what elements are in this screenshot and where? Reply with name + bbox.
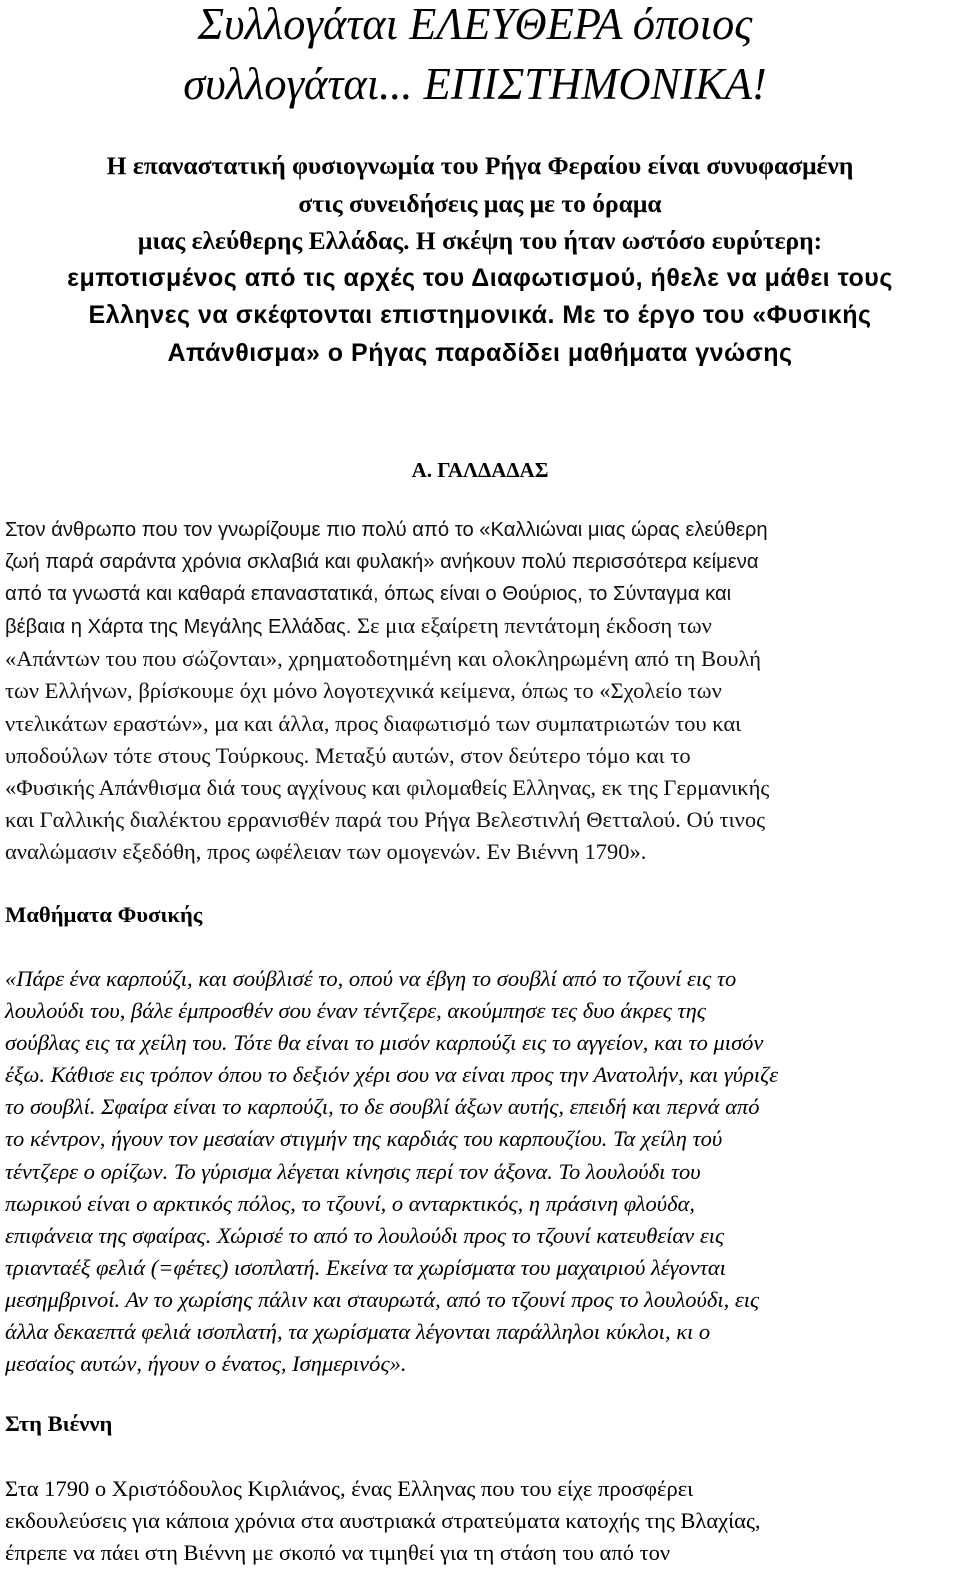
paragraph-line: από τα γνωστά και καθαρά επαναστατικά, όπως είναι ο Θούριος, το Σύνταγμα και <box>5 583 732 606</box>
subtitle-line: Ελληνες να σκέφτονται επιστημονικά. Με το έργο του «Φυσικής <box>88 301 872 329</box>
section-heading-physics: Μαθήματα Φυσικής <box>5 902 203 927</box>
paragraph-segment: Σε μια εξαίρετη πεντάτομη έκδοση των <box>351 613 712 639</box>
paragraph-line: των Ελλήνων, βρίσκουμε όχι μόνο λογοτεχνικά κείμενα, όπως το «Σχολείο των <box>5 678 722 704</box>
paragraph-segment: βέβαια η Χάρτα της Μεγάλης Ελλάδας. <box>5 616 352 639</box>
paragraph-segment: και Γαλλικής διαλέκτου ερρανισθέν παρά του Ρήγα Βελεστινλή Θετταλού. <box>5 806 681 832</box>
article-title-line: Συλλογάται ΕΛΕΥΘΕΡΑ όποιος <box>197 0 753 49</box>
quote-line: τριανταέξ φελιά (=φέτες) ισοπλατή. Εκείνα τα χωρίσματα του μαχαιριού λέγονται <box>5 1254 726 1280</box>
quote-line: έξω. Κάθισε εις τρόπον όπου το δεξιόν χέρι σου να είναι προς την Ανατολήν, και γύριζε <box>5 1062 779 1088</box>
vienna-paragraph <box>5 1473 953 1569</box>
quote-line: το σουβλί. Σφαίρα είναι το καρπούζι, το δε σουβλί άξων αυτής, επειδή και περνά από <box>5 1094 760 1120</box>
quote-line: το κέντρον, ήγουν τον μεσαίαν στιγμήν της καρδιάς του καρπουζίου. Τα χείλη τού <box>5 1126 723 1152</box>
subtitle-line: μιας ελεύθερης Ελλάδας. Η σκέψη του ήταν ωστόσο ευρύτερη: <box>137 226 823 255</box>
paragraph-line <box>5 804 950 836</box>
paragraph-segment: Μεταξύ αυτών, στον δεύτερο τόμο και το <box>309 742 691 768</box>
quote-line: σούβλας εις τα χείλη του. Τότε θα είναι το μισόν καρπούζι εις το αγγείον, και το μισόν <box>5 1030 764 1056</box>
subtitle-line: Η επαναστατική φυσιογνωμία του Ρήγα Φεραίου είναι συνυφασμένη <box>106 151 854 180</box>
subtitle-line: στις συνειδήσεις μας με το όραμα <box>298 188 662 218</box>
article-title-line: συλλογάται... ΕΠΙΣΤΗΜΟΝΙΚΑ! <box>183 59 767 109</box>
quote-line: «Πάρε ένα καρπούζι, και σούβλισέ το, οπού να έβγη το σουβλί από το τζουνί εις το <box>5 966 737 991</box>
paragraph-segment: υποδούλων τότε στους Τούρκους. <box>5 742 310 768</box>
article-subtitle <box>0 147 960 372</box>
paragraph-line <box>5 740 950 772</box>
subtitle-line: Απάνθισμα» ο Ρήγας παραδίδει μαθήματα γνώσης <box>167 338 793 367</box>
intro-paragraph <box>5 514 953 868</box>
paragraph-line: έπρεπε να πάει στη Βιέννη με σκοπό να τιμηθεί για τη στάση του από τον <box>5 1540 671 1566</box>
quote-line: πωρικού είναι ο αρκτικός πόλος, το τζουνί, ο ανταρκτικός, η πράσινη φλούδα, <box>5 1190 696 1216</box>
quote-line: μεσημβρινοί. Αν το χωρίσης πάλιν και σταυρωτά, από το τζουνί προς το λουλούδι, εις <box>5 1286 760 1312</box>
paragraph-line: «Φυσικής Απάνθισμα διά τους αγχίνους και φιλομαθείς Ελληνας, εκ της Γερμανικής <box>5 774 770 800</box>
paragraph-line <box>5 610 950 643</box>
paragraph-line: «Απάντων του που σώζονται», χρηματοδοτημένη και ολοκληρωμένη από τη Βουλή <box>5 646 761 672</box>
subtitle-line: εμποτισμένος από τις αρχές του Διαφωτισμού, ήθελε να μάθει τους <box>67 263 893 292</box>
section-heading-vienna: Στη Βιέννη <box>5 1411 113 1436</box>
quote-line: επιφάνεια της σφαίρας. Χώρισέ το από το λουλούδι προς το τζουνί κατευθείαν εις <box>5 1222 725 1248</box>
paragraph-segment: Ού τινος <box>680 806 765 832</box>
author-byline: Α. ΓΑΛΔΑΔΑΣ <box>411 458 549 482</box>
paragraph-line: ντελικάτων εραστών», μα και άλλα, προς διαφωτισμό των συμπατριωτών του και <box>5 710 742 736</box>
paragraph-line: αναλώμασιν εξεδόθη, προς ωφέλειαν των ομογενών. Εν Βιέννη 1790». <box>5 838 647 864</box>
quote-line: τέντζερε ο ορίζων. Το γύρισμα λέγεται κίνησις περί τον άξονα. Το λουλούδι του <box>5 1158 701 1184</box>
paragraph-line: Στον άνθρωπο που τον γνωρίζουμε πιο πολύ από το «Καλλιώναι μιας ώρας ελεύθερη <box>5 519 768 541</box>
article-title <box>0 0 960 114</box>
quote-line: άλλα δεκαεπτά φελιά ισοπλατή, τα χωρίσματα λέγονται παράλληλοι κύκλοι, κι ο <box>5 1319 711 1345</box>
paragraph-line: εκδουλεύσεις για κάποια χρόνια στα αυστριακά στρατεύματα κατοχής της Βλαχίας, <box>5 1508 761 1534</box>
quote-line: λουλούδι του, βάλε έμπροσθέν σου έναν τέντζερε, ακούμπησε τες δυο άκρες της <box>5 998 706 1024</box>
paragraph-line: ζωή παρά σαράντα χρόνια σκλαβιά και φυλακή» ανήκουν πολύ περισσότερα κείμενα <box>5 551 759 574</box>
paragraph-line: Στα 1790 ο Χριστόδουλος Κιρλιάνος, ένας Ελληνας που του είχε προσφέρει <box>5 1476 694 1501</box>
quote-line: μεσαίος αυτών, ήγουν ο ένατος, Ισημερινός». <box>5 1351 407 1377</box>
quote-paragraph <box>5 963 953 1380</box>
